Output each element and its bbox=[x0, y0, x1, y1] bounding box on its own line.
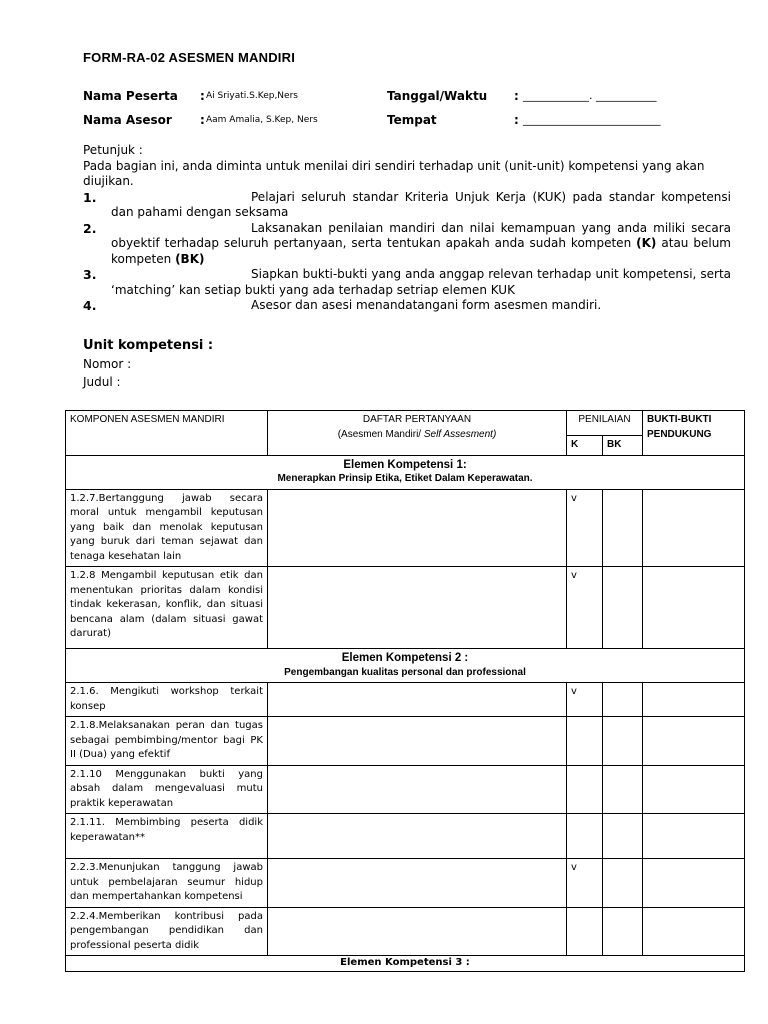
row-bk[interactable] bbox=[603, 859, 643, 908]
tanggal-colon: : bbox=[514, 89, 519, 103]
row-answer[interactable] bbox=[268, 489, 567, 567]
unit-judul: Judul : bbox=[83, 375, 121, 389]
asesor-label: Nama Asesor bbox=[83, 113, 172, 127]
unit-heading: Unit kompetensi : bbox=[83, 338, 214, 353]
row-answer[interactable] bbox=[268, 859, 567, 908]
row-bukti[interactable] bbox=[643, 814, 745, 859]
header-k: K bbox=[567, 436, 603, 456]
elemen-2-header bbox=[66, 649, 745, 683]
step-1 bbox=[83, 190, 731, 221]
step-number: 2. bbox=[83, 220, 97, 236]
step-text-part: atau belum kompeten bbox=[111, 236, 731, 266]
step-number: 4. bbox=[83, 298, 97, 313]
form-title: FORM-RA-02 ASESMEN MANDIRI bbox=[83, 50, 296, 65]
k-marker: (K) bbox=[636, 236, 657, 250]
row-text: 2.1.8.Melaksanakan peran dan tugas sebagai pembimbing/mentor bagi PK II (Dua) yang efektif bbox=[66, 717, 268, 766]
step-3 bbox=[83, 267, 731, 298]
peserta-label: Nama Peserta bbox=[83, 89, 178, 103]
header-daftar-sub bbox=[272, 428, 562, 443]
row-bukti[interactable] bbox=[643, 683, 745, 717]
assessment-table bbox=[65, 410, 745, 972]
peserta-value: Ai Sriyati.S.Kep,Ners bbox=[206, 91, 298, 101]
row-bk[interactable] bbox=[603, 765, 643, 814]
row-text: 2.2.3.Menunjukan tanggung jawab untuk pembelajaran seumur hidup dan mempertahankan kompetensi bbox=[66, 859, 268, 908]
step-text: Asesor dan asesi menandatangani form asesmen mandiri. bbox=[251, 298, 602, 312]
row-text: 2.1.6. Mengikuti workshop terkait konsep bbox=[66, 683, 268, 717]
row-bk[interactable] bbox=[603, 683, 643, 717]
header-daftar-sub-b: Self Assesment) bbox=[423, 428, 497, 440]
info-row-asesor bbox=[83, 113, 723, 131]
instructions-intro: Pada bagian ini, anda diminta untuk menilai diri sendiri terhadap unit (unit-unit) kompetensi yang akan diujikan. bbox=[83, 158, 705, 188]
row-k[interactable] bbox=[567, 717, 603, 766]
step-text bbox=[83, 221, 731, 268]
table-row bbox=[66, 765, 745, 814]
header-daftar-title: DAFTAR PERTANYAAN bbox=[362, 414, 472, 425]
elemen-2-title: Elemen Kompetensi 2 : bbox=[341, 652, 469, 664]
step-2 bbox=[83, 221, 731, 268]
table-row bbox=[66, 489, 745, 567]
header-penilaian: PENILAIAN bbox=[567, 411, 643, 436]
row-k[interactable] bbox=[567, 907, 603, 956]
row-text: 2.1.11. Membimbing peserta didik keperawatan** bbox=[66, 814, 268, 859]
step-text: Siapkan bukti-bukti yang anda anggap relevan terhadap unit kompetensi, serta ‘matching’ kan setiap bukti yang ada terhadap setriap elemen KUK bbox=[111, 267, 731, 297]
bk-marker: (BK) bbox=[175, 251, 205, 266]
table-row bbox=[66, 814, 745, 859]
header-daftar-sub-a: (Asesmen Mandiri/ bbox=[337, 428, 424, 440]
table-row bbox=[66, 567, 745, 649]
row-bukti[interactable] bbox=[643, 907, 745, 956]
instructions bbox=[83, 143, 731, 314]
elemen-2-subtitle: Pengembangan kualitas personal dan professional bbox=[284, 666, 526, 678]
header-bk: BK bbox=[603, 436, 643, 456]
row-k[interactable]: v bbox=[567, 859, 603, 908]
unit-kompetensi bbox=[83, 337, 213, 391]
row-text: 2.2.4.Memberikan kontribusi pada pengembangan pendidikan dan professional peserta didik bbox=[66, 907, 268, 956]
row-answer[interactable] bbox=[268, 814, 567, 859]
tanggal-value: ____________. ___________ bbox=[523, 89, 657, 102]
row-bukti[interactable] bbox=[643, 717, 745, 766]
tempat-label: Tempat bbox=[387, 113, 437, 127]
row-bk[interactable] bbox=[603, 489, 643, 567]
row-text: 1.2.8 Mengambil keputusan etik dan menentukan prioritas dalam kondisi tindak kekerasan, konflik, dan situasi bencana alam (dalam situasi gawat darurat) bbox=[66, 567, 268, 649]
row-k[interactable]: v bbox=[567, 567, 603, 649]
table-row bbox=[66, 859, 745, 908]
row-answer[interactable] bbox=[268, 907, 567, 956]
table-row bbox=[66, 683, 745, 717]
step-number: 1. bbox=[83, 189, 97, 205]
row-k[interactable]: v bbox=[567, 683, 603, 717]
header-bukti: BUKTI-BUKTI PENDUKUNG bbox=[643, 411, 745, 456]
row-k[interactable] bbox=[567, 814, 603, 859]
elemen-1-header bbox=[66, 455, 745, 489]
asesor-value: Aam Amalia, S.Kep, Ners bbox=[206, 115, 318, 125]
row-bukti[interactable] bbox=[643, 489, 745, 567]
row-bk[interactable] bbox=[603, 814, 643, 859]
row-bukti[interactable] bbox=[643, 567, 745, 649]
elemen-1-subtitle: Menerapkan Prinsip Etika, Etiket Dalam Keperawatan. bbox=[277, 473, 533, 484]
row-k[interactable]: v bbox=[567, 489, 603, 567]
row-bukti[interactable] bbox=[643, 765, 745, 814]
header-komponen: KOMPONEN ASESMEN MANDIRI bbox=[66, 411, 268, 456]
step-text: Pelajari seluruh standar Kriteria Unjuk Kerja (KUK) pada standar kompetensi dan pahami dengan seksama bbox=[111, 189, 731, 219]
instructions-title: Petunjuk : bbox=[83, 143, 143, 157]
tanggal-label: Tanggal/Waktu bbox=[387, 89, 488, 103]
tempat-colon: : bbox=[514, 113, 519, 127]
row-bk[interactable] bbox=[603, 907, 643, 956]
row-answer[interactable] bbox=[268, 683, 567, 717]
row-bk[interactable] bbox=[603, 567, 643, 649]
table-row bbox=[66, 717, 745, 766]
unit-nomor: Nomor : bbox=[83, 357, 132, 371]
step-text-part: Laksanakan penilaian mandiri dan nilai kemampuan yang anda miliki secara obyektif terhadap seluruh pertanyaan, serta tentukan apakah anda sudah kompeten bbox=[111, 220, 731, 250]
asesor-colon: : bbox=[200, 113, 205, 127]
row-text: 1.2.7.Bertanggung jawab secara moral untuk mengambil keputusan yang baik dan menolak keputusan yang buruk dari teman sejawat dan tenaga kesehatan lain bbox=[66, 489, 268, 567]
step-4 bbox=[83, 298, 731, 314]
row-bukti[interactable] bbox=[643, 859, 745, 908]
table-row bbox=[66, 907, 745, 956]
row-answer[interactable] bbox=[268, 567, 567, 649]
row-bk[interactable] bbox=[603, 717, 643, 766]
row-answer[interactable] bbox=[268, 717, 567, 766]
tempat-value: _________________________ bbox=[523, 113, 661, 126]
peserta-colon: : bbox=[200, 89, 205, 103]
elemen-3-title: Elemen Kompetensi 3 : bbox=[66, 956, 745, 972]
row-k[interactable] bbox=[567, 765, 603, 814]
header-daftar bbox=[268, 411, 567, 456]
step-number: 3. bbox=[83, 267, 97, 282]
info-row-peserta bbox=[83, 89, 723, 107]
elemen-1-title: Elemen Kompetensi 1: bbox=[343, 458, 467, 471]
row-text: 2.1.10 Menggunakan bukti yang absah dalam mengevaluasi mutu praktik keperawatan bbox=[66, 765, 268, 814]
row-answer[interactable] bbox=[268, 765, 567, 814]
